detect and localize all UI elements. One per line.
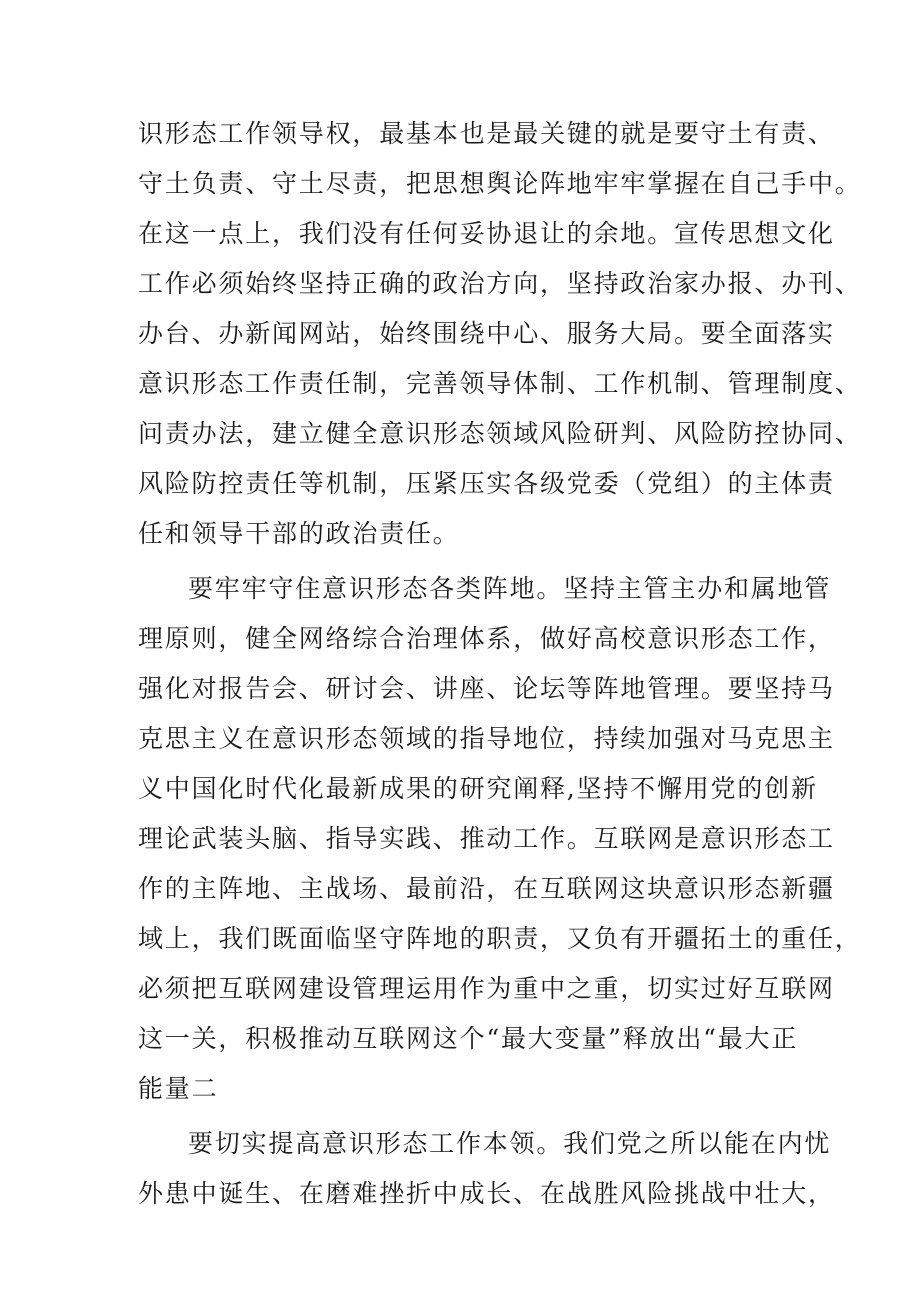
paragraph-2-line-4: 克思主义在意识形态领域的指导地位，持续加强对马克思主 — [138, 724, 835, 753]
paragraph-1-line-8: 风险防控责任等机制，压紧压实各级党委（党组）的主体责 — [138, 469, 835, 498]
paragraph-2-line-8: 域上，我们既面临坚守阵地的职责，又负有开疆拓土的重任， — [138, 924, 862, 953]
paragraph-1-line-6: 意识形态工作责任制，完善领导体制、工作机制、管理制度、 — [138, 369, 862, 398]
paragraph-2-line-5: 义中国化时代化最新成果的研究阐释,坚持不懈用党的创新 — [138, 774, 818, 803]
paragraph-2-line-2: 理原则，健全网络综合治理体系，做好高校意识形态工作， — [138, 624, 835, 653]
paragraph-1-line-4: 工作必须始终坚持正确的政治方向，坚持政治家办报、办刊、 — [138, 269, 862, 298]
paragraph-2-line-7: 作的主阵地、主战场、最前沿，在互联网这块意识形态新疆 — [138, 874, 835, 903]
paragraph-1-line-3: 在这一点上，我们没有任何妥协退让的余地。宣传思想文化 — [138, 219, 835, 248]
paragraph-2-line-1: 要牢牢守住意识形态各类阵地。坚持主管主办和属地管 — [188, 574, 832, 603]
paragraph-1-line-9: 任和领导干部的政治责任。 — [138, 519, 460, 548]
paragraph-2-line-9: 必须把互联网建设管理运用作为重中之重，切实过好互联网 — [138, 974, 835, 1003]
paragraph-1-line-2: 守土负责、守土尽责，把思想舆论阵地牢牢掌握在自己手中。 — [138, 169, 862, 198]
paragraph-1-line-5: 办台、办新闻网站，始终围绕中心、服务大局。要全面落实 — [138, 319, 835, 348]
paragraph-2-line-6: 理论武装头脑、指导实践、推动工作。互联网是意识形态工 — [138, 824, 835, 853]
paragraph-1-line-1: 识形态工作领导权，最基本也是最关键的就是要守土有责、 — [138, 119, 835, 148]
paragraph-2-line-3: 强化对报告会、研讨会、讲座、论坛等阵地管理。要坚持马 — [138, 674, 835, 703]
paragraph-1-line-7: 问责办法，建立健全意识形态领域风险研判、风险防控协同、 — [138, 419, 862, 448]
paragraph-3-line-1: 要切实提高意识形态工作本领。我们党之所以能在内忧 — [188, 1129, 832, 1158]
paragraph-3-line-2: 外患中诞生、在磨难挫折中成长、在战胜风险挑战中壮大， — [138, 1179, 835, 1208]
paragraph-2-line-11: 能量二 — [138, 1074, 219, 1103]
paragraph-2-line-10: 这一关，积极推动互联网这个“最大变量”释放出“最大正 — [138, 1024, 799, 1053]
